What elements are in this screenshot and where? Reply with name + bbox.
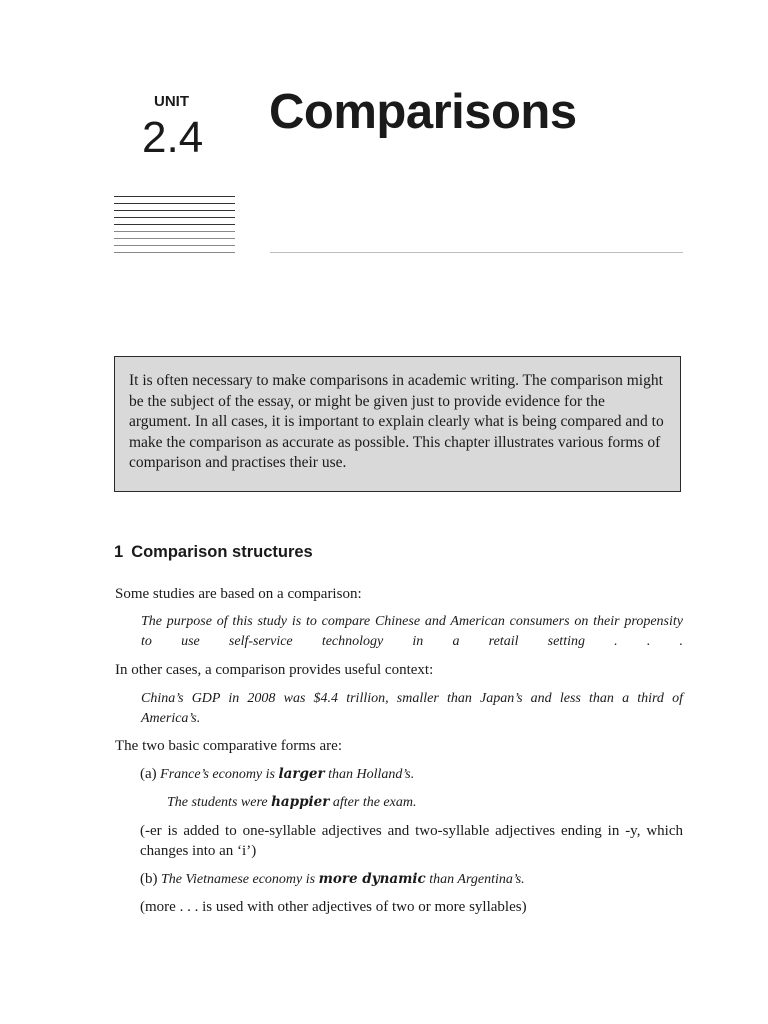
unit-number: 2.4 (142, 113, 204, 162)
paragraph-context: In other cases, a comparison provides useful context: (115, 662, 434, 678)
example-b: (b) The Vietnamese economy is more dynamic than Argentina’s. (140, 871, 525, 887)
example-gdp: China’s GDP in 2008 was $4.4 trillion, smaller than Japan’s and less than a third of America’s. (141, 691, 683, 726)
unit-label: UNIT (154, 93, 189, 110)
section-number: 1 (114, 543, 124, 561)
example-a: (a) France’s economy is larger than Holland’s. (140, 766, 415, 782)
paragraph-studies: Some studies are based on a comparison: (115, 586, 362, 602)
chapter-title: Comparisons (269, 85, 577, 139)
intro-box (114, 356, 681, 492)
keyword-more-dynamic: more dynamic (318, 871, 426, 887)
marker-a: (a) (140, 766, 157, 782)
marker-b: (b) (140, 871, 158, 887)
keyword-happier: happier (271, 794, 330, 810)
decorative-rule-stack (114, 196, 235, 259)
example-purpose: The purpose of this study is to compare Chinese and American consumers on their propensity to use self-service technology in a retail setting . . . (141, 614, 683, 649)
keyword-larger: larger (278, 766, 325, 782)
intro-text: It is often necessary to make comparisons in academic writing. The comparison might be the subject of the essay, or might be given just to provide evidence for the argument. In all cases, it is important to explain clearly what is being compared and to make the comparison as accurate as possible. This chapter illustrates various forms of comparison and practises their use. (129, 372, 664, 471)
title-underline (270, 252, 683, 253)
paragraph-basic-forms: The two basic comparative forms are: (115, 738, 342, 754)
note-more-rule: (more . . . is used with other adjectives of two or more syllables) (140, 899, 527, 915)
section-heading (114, 543, 313, 562)
example-a-students: The students were happier after the exam. (167, 794, 417, 810)
note-er-rule: (-er is added to one-syllable adjectives and two-syllable adjectives ending in -y, which changes into an ‘i’) (140, 823, 683, 859)
section-title: Comparison structures (131, 543, 313, 561)
